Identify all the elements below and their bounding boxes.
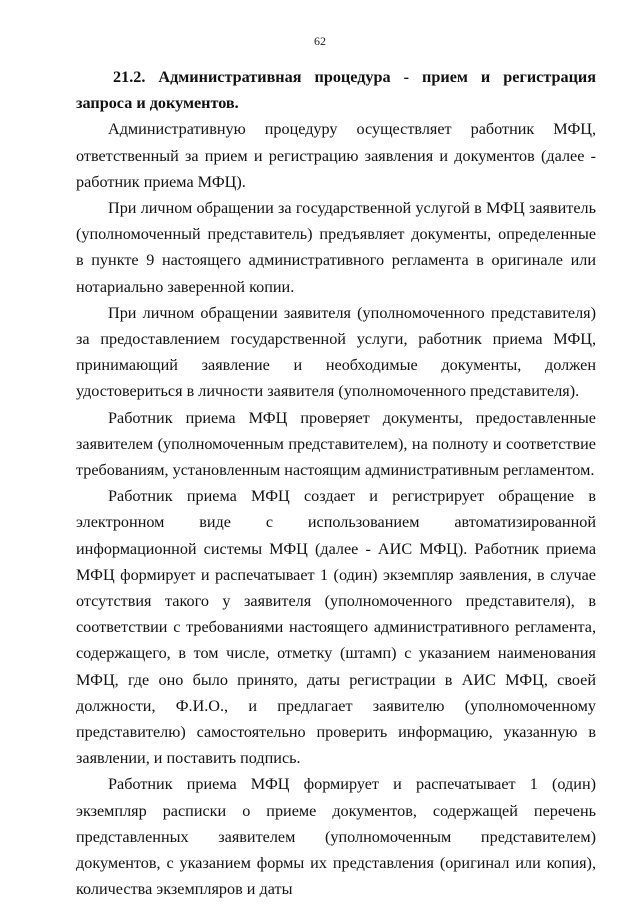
document-body <box>76 64 596 903</box>
paragraph-2: При личном обращении за государственной услугой в МФЦ заявитель (уполномоченный представитель) предъявляет документы, определенные в пункте 9 настоящего административного регламента в оригинале или нотариально заверенной копии. <box>76 199 596 296</box>
paragraph-4: Работник приема МФЦ проверяет документы, предоставленные заявителем (уполномоченным представителем), на полноту и соответствие требованиям, установленным настоящим административным регламентом. <box>76 408 596 480</box>
section-heading: 21.2. Административная процедура - прием и регистрация запроса и документов. <box>76 68 596 113</box>
paragraph-1: Административную процедуру осуществляет работник МФЦ, ответственный за прием и регистрацию заявления и документов (далее - работник приема МФЦ). <box>76 120 596 191</box>
paragraph-6: Работник приема МФЦ формирует и распечатывает 1 (один) экземпляр расписки о приеме документов, содержащей перечень представленных заявителем (уполномоченным представителем) документов, с указанием формы их представления (оригинал или копия), количества экземпляров и даты <box>76 775 596 899</box>
paragraph-5: Работник приема МФЦ создает и регистрирует обращение в электронном виде с использованием автоматизированной информационной системы МФЦ (далее - АИС МФЦ). Работник приема МФЦ формирует и распечатывает 1 (один) экземпляр заявления, в случае отсутствия такого у заявителя (уполномоченного представителя), в соответствии с требованиями настоящего административного регламента, содержащего, в том числе, отметку (штамп) с указанием наименования МФЦ, где оно было принято, даты регистрации в АИС МФЦ, своей должности, Ф.И.О., и предлагает заявителю (уполномоченному представителю) самостоятельно проверить информацию, указанную в заявлении, и поставить подпись. <box>76 487 596 768</box>
paragraph-3: При личном обращении заявителя (уполномоченного представителя) за предоставлением государственной услуги, работник приема МФЦ, принимающий заявление и необходимые документы, должен удостовериться в личности заявителя (уполномоченного представителя). <box>76 303 596 401</box>
page-number: 62 <box>314 34 326 48</box>
